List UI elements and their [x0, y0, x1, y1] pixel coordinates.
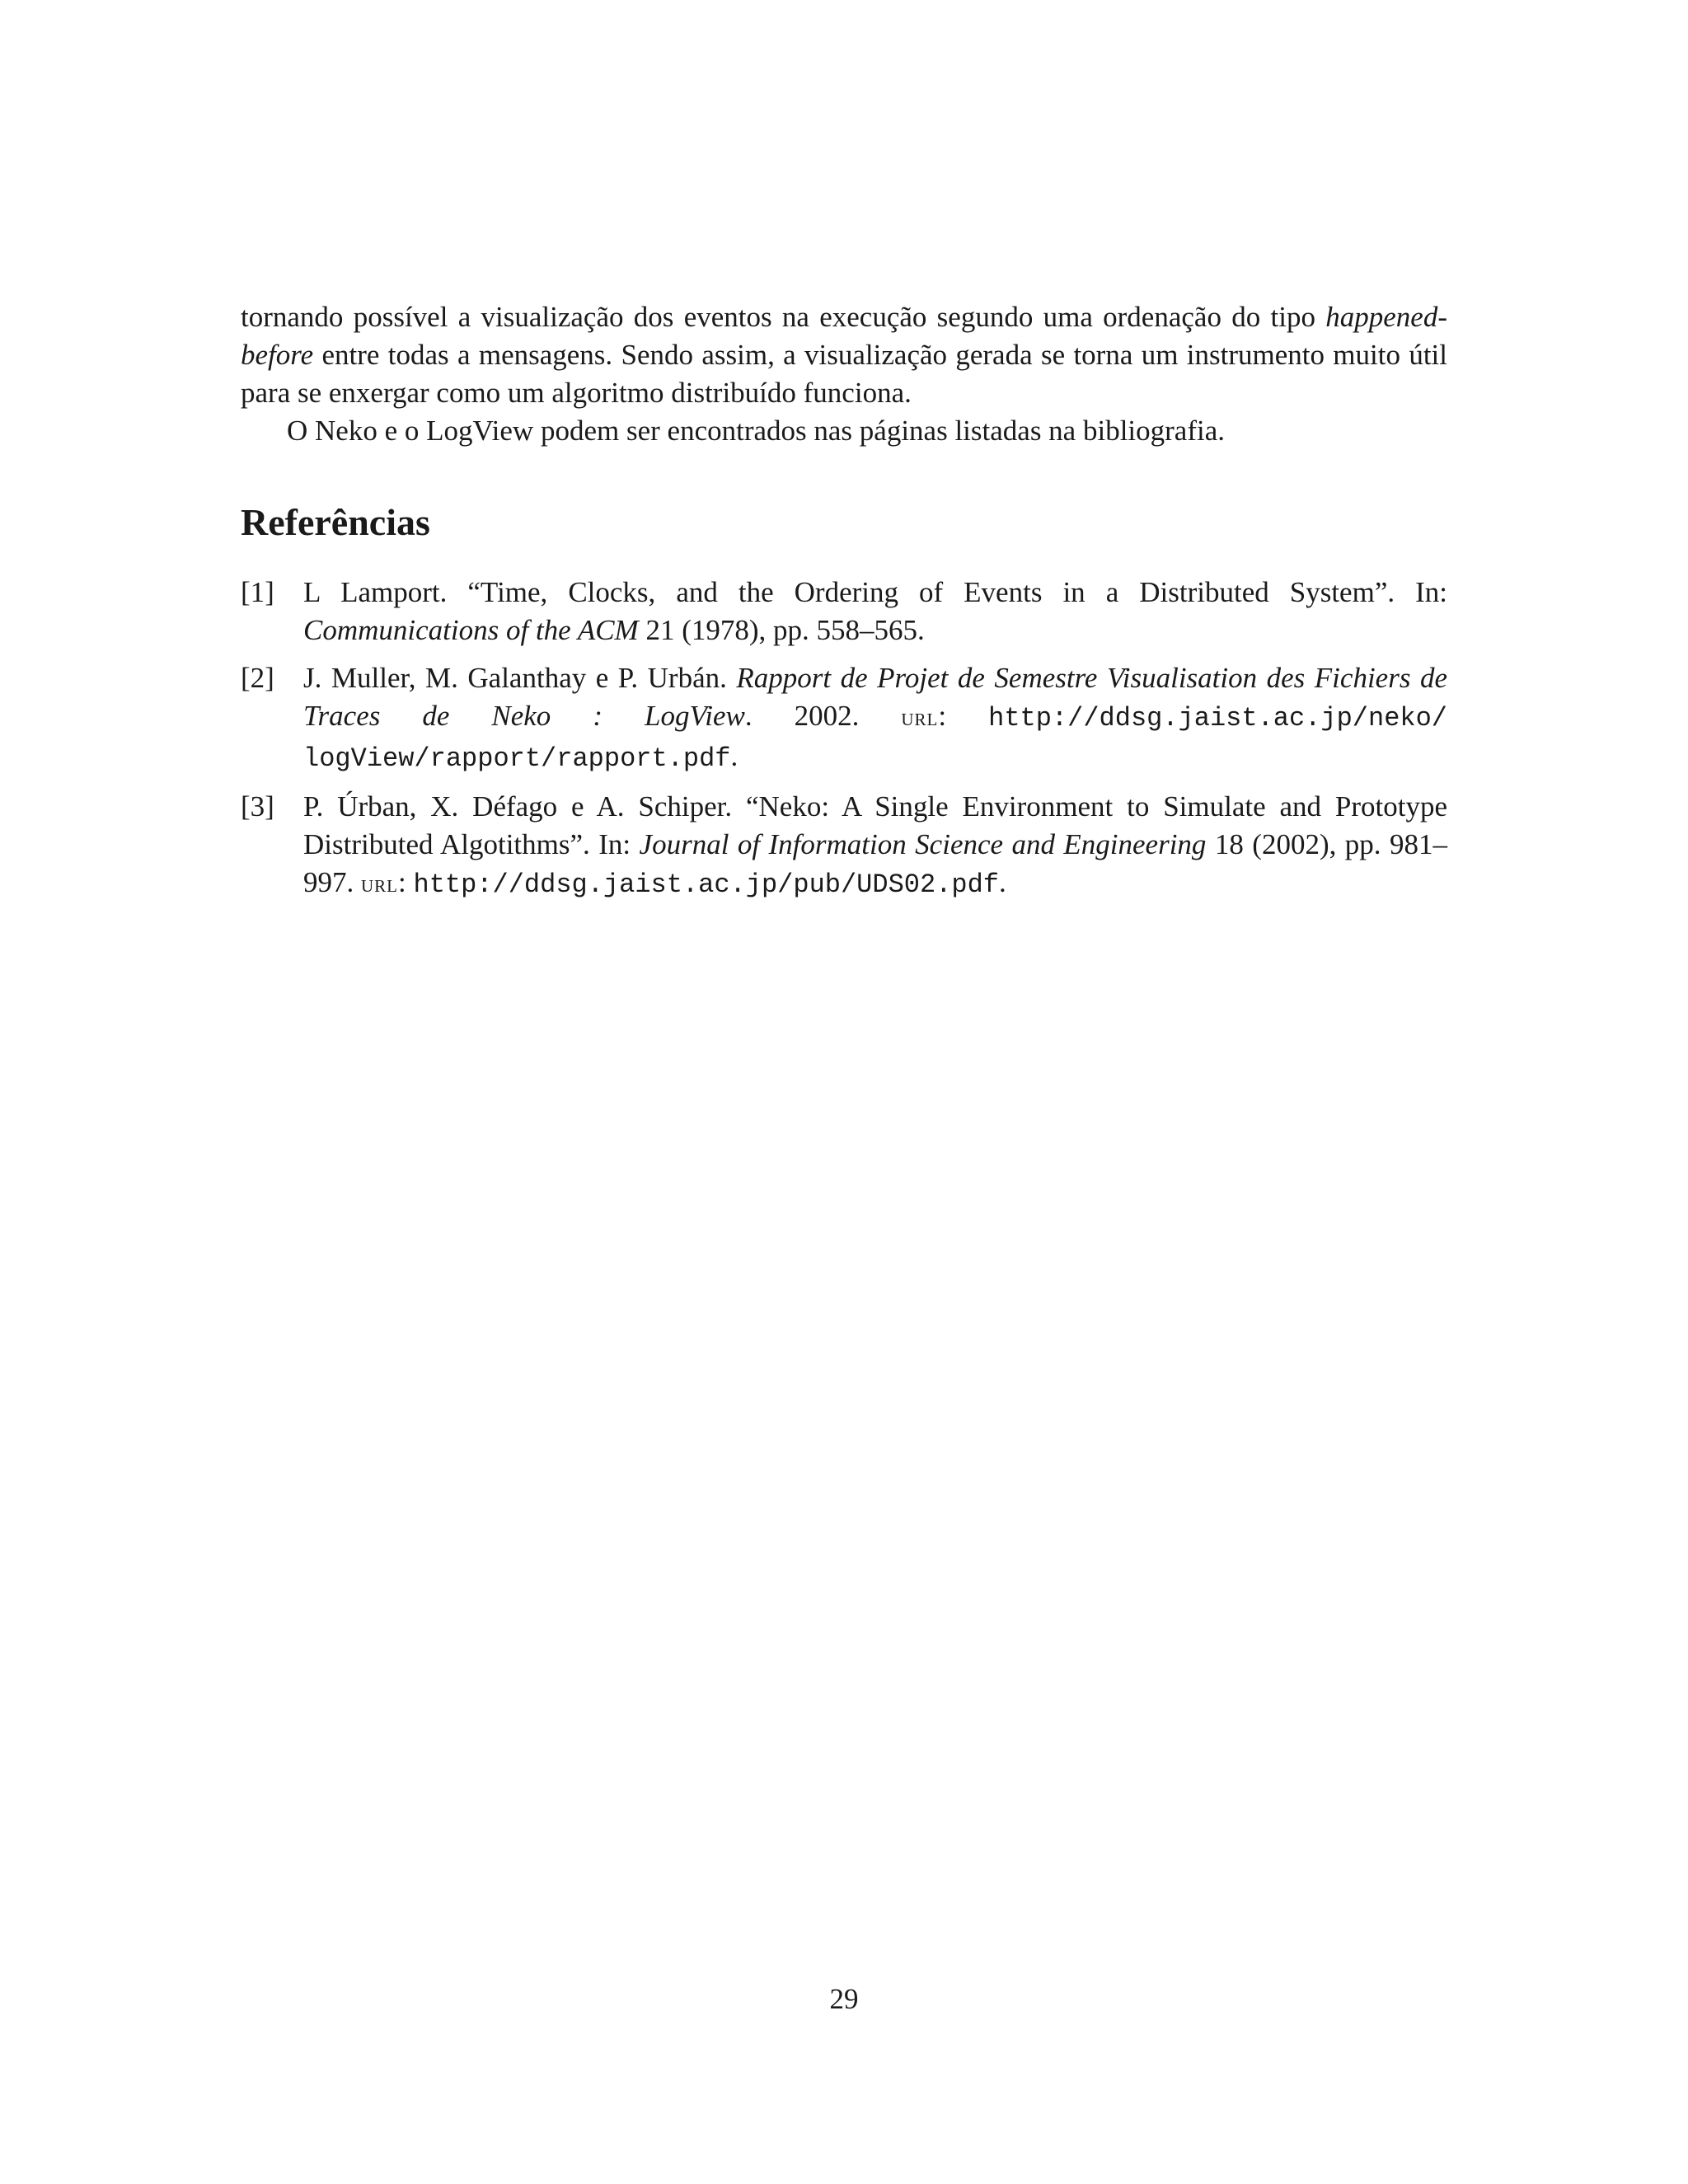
reference-title: Rapport de Projet de Semestre Visualisation des Fichiers de Traces de Neko : LogView — [303, 662, 1447, 732]
paragraph-1: tornando possível a visualização dos eventos na execução segundo uma ordenação do tipo happened-before entre todas a mensagens. Sendo assim, a visualização gerada se torna um instrumento muito útil para se enxergar como um algoritmo distribuído funciona. — [241, 301, 1447, 409]
reference-venue: Journal of Information Science and Engineering — [639, 828, 1207, 860]
reference-item-2 — [241, 659, 1447, 778]
page-number: 29 — [829, 1983, 859, 2015]
reference-item-3 — [241, 788, 1447, 904]
reference-number: [2] — [241, 662, 274, 694]
reference-url-link[interactable]: http://ddsg.jaist.ac.jp/pub/UDS02.pdf — [413, 869, 999, 900]
emphasis-happened-before: happened-before — [241, 301, 1447, 371]
reference-number: [3] — [241, 790, 274, 823]
reference-text: J. Muller, M. Galanthay e P. Urbán. Rapport de Projet de Semestre Visualisation des Fichiers de Traces de Neko : LogView. 2002. url: http://ddsg.jaist.ac.jp/neko/ logView/rapport/rapport.pdf. — [303, 662, 1447, 774]
reference-list — [241, 574, 1447, 914]
url-label: url — [361, 870, 398, 898]
reference-venue: Communications of the ACM — [303, 614, 639, 646]
section-title-references: Referências — [241, 501, 430, 543]
reference-text: L Lamport. “Time, Clocks, and the Ordering of Events in a Distributed System”. In: Communications of the ACM 21 (1978), pp. 558–565. — [303, 576, 1447, 646]
body-text — [241, 298, 1447, 450]
reference-number: [1] — [241, 576, 274, 608]
reference-url-link[interactable]: http://ddsg.jaist.ac.jp/neko/ logView/rapport/rapport.pdf — [303, 703, 1447, 774]
reference-text: P. Úrban, X. Défago e A. Schiper. “Neko: A Single Environment to Simulate and Prototype Distributed Algotithms”. In: Journal of Information Science and Engineering 18 (2002), pp. 981–997. url: http://ddsg.jaist.ac.jp/pub/UDS02.pdf. — [303, 790, 1447, 900]
reference-item-1 — [241, 574, 1447, 649]
url-label: url — [901, 704, 939, 731]
paragraph-2: O Neko e o LogView podem ser encontrados nas páginas listadas na bibliografia. — [287, 415, 1225, 447]
